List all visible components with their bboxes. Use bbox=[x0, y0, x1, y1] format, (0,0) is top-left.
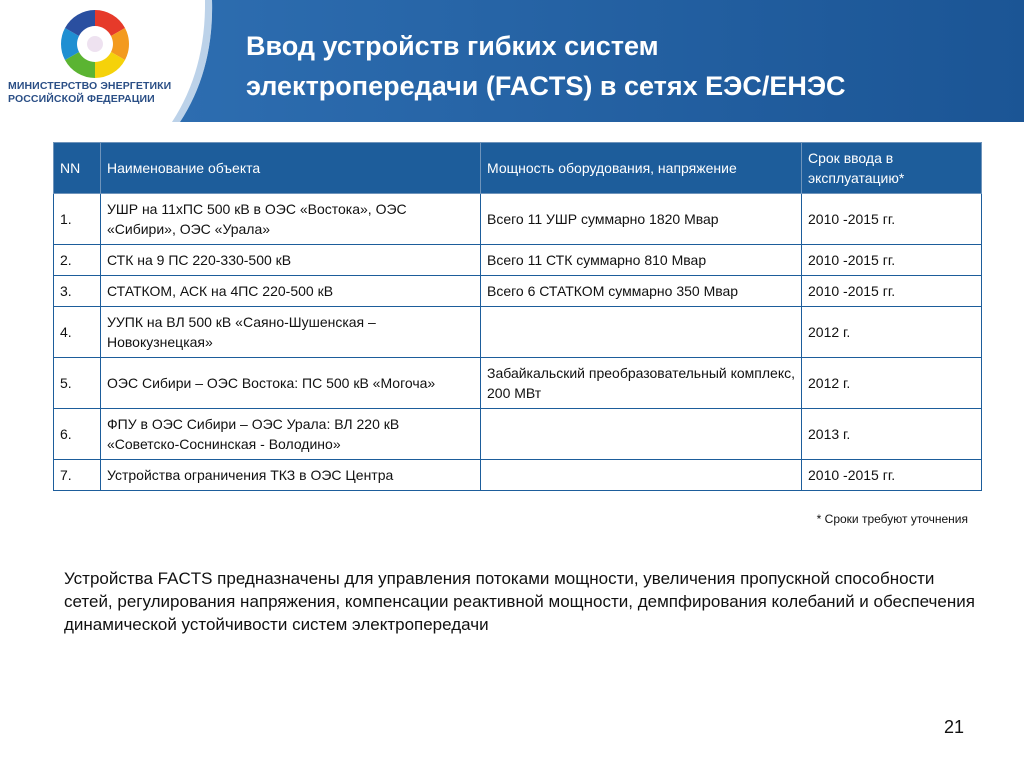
slide-title-line1: Ввод устройств гибких систем bbox=[246, 31, 659, 61]
cell-nn: 7. bbox=[54, 460, 101, 491]
table-row bbox=[54, 276, 982, 307]
cell-name: УШР на 11хПС 500 кВ в ОЭС «Востока», ОЭС «Сибири», ОЭС «Урала» bbox=[101, 194, 481, 245]
header-power: Мощность оборудования, напряжение bbox=[481, 143, 802, 194]
ministry-name-line2: РОССИЙСКОЙ ФЕДЕРАЦИИ bbox=[8, 93, 155, 105]
cell-power bbox=[481, 460, 802, 491]
cell-power: Всего 6 СТАТКОМ суммарно 350 Мвар bbox=[481, 276, 802, 307]
cell-name: УУПК на ВЛ 500 кВ «Саяно-Шушенская – Новокузнецкая» bbox=[101, 307, 481, 358]
slide-title-line2: электропередачи (FACTS) в сетях ЕЭС/ЕНЭС bbox=[246, 71, 846, 101]
cell-nn: 6. bbox=[54, 409, 101, 460]
ministry-name bbox=[8, 80, 178, 106]
cell-name: СТАТКОМ, АСК на 4ПС 220-500 кВ bbox=[101, 276, 481, 307]
table-row bbox=[54, 194, 982, 245]
cell-power: Всего 11 УШР суммарно 1820 Мвар bbox=[481, 194, 802, 245]
cell-power: Всего 11 СТК суммарно 810 Мвар bbox=[481, 245, 802, 276]
ministry-emblem-icon bbox=[40, 4, 150, 84]
cell-term: 2010 -2015 гг. bbox=[802, 276, 982, 307]
cell-nn: 1. bbox=[54, 194, 101, 245]
facts-table bbox=[53, 142, 982, 491]
header-term: Срок ввода в эксплуатацию* bbox=[802, 143, 982, 194]
ministry-logo bbox=[0, 0, 200, 122]
cell-term: 2010 -2015 гг. bbox=[802, 460, 982, 491]
slide-header bbox=[0, 0, 1024, 122]
table-row bbox=[54, 409, 982, 460]
cell-name: СТК на 9 ПС 220-330-500 кВ bbox=[101, 245, 481, 276]
cell-power bbox=[481, 409, 802, 460]
cell-term: 2012 г. bbox=[802, 358, 982, 409]
ministry-name-line1: МИНИСТЕРСТВО ЭНЕРГЕТИКИ bbox=[8, 80, 172, 92]
cell-power: Забайкальский преобразовательный комплекс, 200 МВт bbox=[481, 358, 802, 409]
cell-name: ОЭС Сибири – ОЭС Востока: ПС 500 кВ «Могоча» bbox=[101, 358, 481, 409]
description-paragraph: Устройства FACTS предназначены для управления потоками мощности, увеличения пропускной способности сетей, регулирования напряжения, компенсации реактивной мощности, демпфирования колебаний и обеспечения динамической устойчивости систем электропередачи bbox=[64, 569, 975, 634]
table-row bbox=[54, 460, 982, 491]
cell-term: 2013 г. bbox=[802, 409, 982, 460]
cell-nn: 2. bbox=[54, 245, 101, 276]
table-row bbox=[54, 307, 982, 358]
table-header-row bbox=[54, 143, 982, 194]
header-nn: NN bbox=[54, 143, 101, 194]
cell-nn: 4. bbox=[54, 307, 101, 358]
cell-name: Устройства ограничения ТКЗ в ОЭС Центра bbox=[101, 460, 481, 491]
table-row bbox=[54, 245, 982, 276]
cell-term: 2010 -2015 гг. bbox=[802, 194, 982, 245]
footnote: * Сроки требуют уточнения bbox=[816, 512, 968, 526]
table-row bbox=[54, 358, 982, 409]
slide-title bbox=[246, 26, 1006, 106]
cell-term: 2010 -2015 гг. bbox=[802, 245, 982, 276]
cell-power bbox=[481, 307, 802, 358]
cell-term: 2012 г. bbox=[802, 307, 982, 358]
header-name: Наименование объекта bbox=[101, 143, 481, 194]
facts-table-container bbox=[53, 142, 981, 491]
cell-nn: 5. bbox=[54, 358, 101, 409]
cell-name: ФПУ в ОЭС Сибири – ОЭС Урала: ВЛ 220 кВ «Советско-Соснинская - Володино» bbox=[101, 409, 481, 460]
page-number: 21 bbox=[943, 717, 964, 737]
cell-nn: 3. bbox=[54, 276, 101, 307]
